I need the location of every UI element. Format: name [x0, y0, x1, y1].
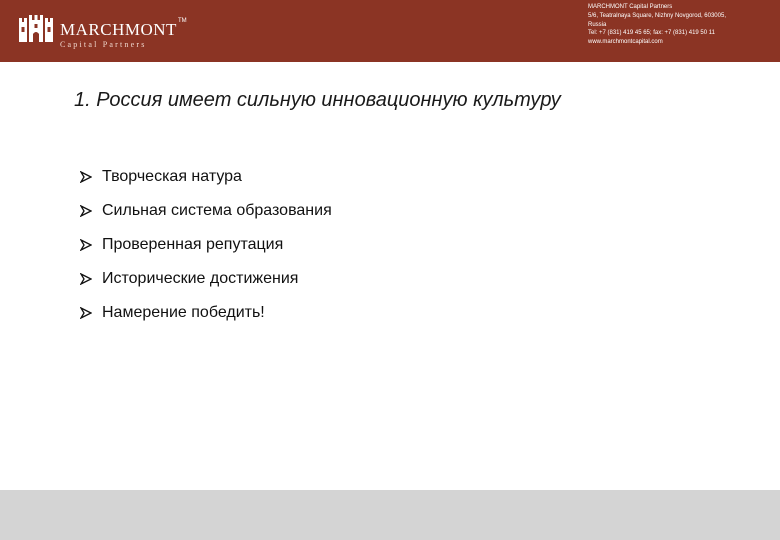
bullet-text: Сильная система образования [102, 202, 332, 219]
footer-bar [0, 490, 780, 540]
arrow-bullet-icon [80, 205, 92, 217]
bullet-text: Исторические достижения [102, 270, 299, 287]
contact-country: Russia [588, 21, 607, 28]
contact-address: 5/6, Teatralnaya Square, Nizhny Novgorod, 603005, [588, 12, 726, 19]
contact-website: www.marchmontcapital.com [588, 39, 663, 46]
list-item [80, 262, 332, 296]
slide-title: 1. Россия имеет сильную инновационную культуру [74, 89, 561, 111]
castle-logo-icon [18, 14, 54, 44]
contact-phone: Tel: +7 (831) 419 45 65; fax: +7 (831) 419 50 11 [588, 30, 715, 37]
contact-company: MARCHMONT Capital Partners [588, 4, 673, 10]
arrow-bullet-icon [80, 273, 92, 285]
brand-subtitle: Capital Partners [60, 40, 147, 49]
list-item [80, 228, 332, 262]
bullet-text: Творческая натура [102, 168, 242, 185]
company-logo [18, 10, 188, 50]
list-item [80, 160, 332, 194]
brand-name: MARCHMONT [60, 20, 177, 39]
arrow-bullet-icon [80, 239, 92, 251]
header-bar [0, 0, 780, 62]
arrow-bullet-icon [80, 171, 92, 183]
bullet-text: Проверенная репутация [102, 236, 284, 253]
arrow-bullet-icon [80, 307, 92, 319]
list-item [80, 296, 332, 330]
contact-info [588, 3, 778, 47]
bullet-list [80, 160, 332, 330]
trademark-symbol: TM [178, 18, 187, 24]
bullet-text: Намерение победить! [102, 304, 265, 321]
list-item [80, 194, 332, 228]
